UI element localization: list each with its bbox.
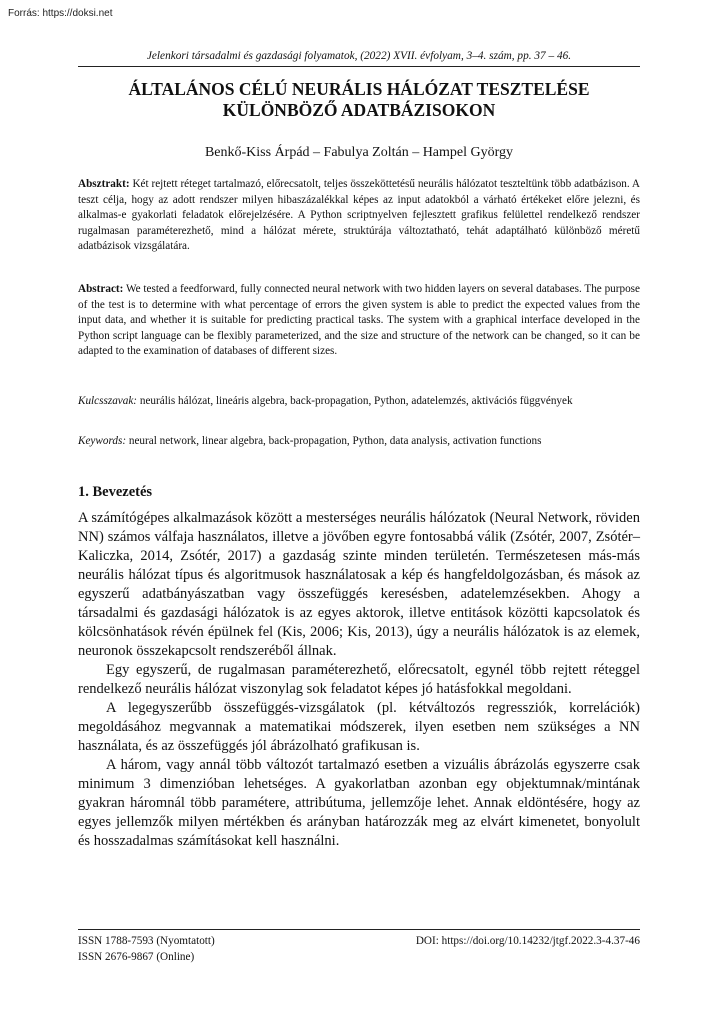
issn-online: ISSN 2676-9867 (Online) [78, 951, 195, 963]
section-body [78, 509, 640, 851]
abstract-en-label: Abstract: [78, 283, 124, 295]
paragraph: Egy egyszerű, de rugalmasan paraméterezhető, előrecsatolt, egynél több rejtett réteggel rendelkező neurális hálózat viszonylag sok feladatot képes jó hatásfokkal megoldani. [78, 662, 640, 697]
doi-link[interactable]: DOI: https://doi.org/10.14232/jtgf.2022.3-4.37-46 [415, 935, 640, 947]
abstract-en [78, 282, 640, 360]
keywords-hu-text: neurális hálózat, lineáris algebra, back-propagation, Python, adatelemzés, aktivációs függvények [139, 395, 573, 407]
paragraph: A legegyszerűbb összefüggés-vizsgálatok (pl. kétváltozós regressziók, korrelációk) megoldásához megvannak a matematikai módszerek, ilyen esetben nem szükséges a NN használata, és az összefüggés jól ábrázolható grafikusan is. [78, 700, 640, 754]
authors: Benkő-Kiss Árpád – Fabulya Zoltán – Hampel György [204, 145, 514, 160]
running-head: Jelenkori társadalmi és gazdasági folyamatok, (2022) XVII. évfolyam, 3–4. szám, pp. 37 – 46. [146, 50, 572, 62]
footer-rule [78, 929, 640, 930]
paragraph: A számítógépes alkalmazások között a mesterséges neurális hálózatok (Neural Network, röviden NN) számos válfaja használatos, illetve a jövőben egyre fontosabbá válik (Zsótér, 2007, Zsótér–Kaliczka, 2014, Zsótér, 2017) a gazdaság szinte minden területén. Természetesen más-más neurális hálózat típus és algoritmusok használatosak a kép és hangfeldolgozásban, és mások az egyszerű adatbányászatban vagy összefüggés keresésben, adatelemzésekben. Ahogy a társadalmi és gazdasági hálózatok is az egyes aktorok, illetve entitások közötti kapcsolatok és kölcsönhatások révén épülnek fel (Kis, 2006; Kis, 2013), úgy a neurális hálózatok is az elemek, neuronok összekapcsolt rendszeréből állnak. [78, 510, 640, 659]
keywords-en-text: neural network, linear algebra, back-propagation, Python, data analysis, activation functions [128, 435, 542, 447]
title-line-2: KÜLÖNBÖZŐ ADATBÁZISOKON [222, 100, 496, 120]
source-note: Forrás: https://doksi.net [8, 8, 113, 19]
title-line-1: ÁLTALÁNOS CÉLÚ NEURÁLIS HÁLÓZAT TESZTELÉSE [128, 79, 590, 99]
footer [78, 933, 640, 965]
abstract-hu-text: Két rejtett réteget tartalmazó, előrecsatolt, teljes összeköttetésű neurális hálózatot teszteltünk több adatbázison. A teszt célja, hogy az adott rendszer milyen hibaszázalékkal képes az input adatokból a várható értékeket előre jelezni, és alkalmas-e gyakorlati feladatok előrejelzésére. A Python scriptnyelven fejlesztett grafikus felülettel rendelkező rendszer rugalmasan paraméterezhető, mind a hálózat mérete, struktúrája változtatható, tehát adaptálható különböző méretű adatbázisok vizsgálatára. [78, 178, 641, 253]
keywords-hu-label: Kulcsszavak: [78, 395, 138, 407]
section-title: 1. Bevezetés [78, 484, 153, 500]
abstract-hu [78, 177, 640, 255]
issn-print: ISSN 1788-7593 (Nyomtatott) [78, 935, 215, 947]
abstract-en-text: We tested a feedforward, fully connected neural network with two hidden layers on several databases. The purpose of the test is to determine with what percentage of errors the given system is able to predict the expected values from the input data, and whether it is suitable for predicting practical tasks. The system with a graphical interface developed in the Python script language can be flexibly parameterized, and the size and structure of the network can be changed, so it can be adapted to the examination of databases of different sizes. [78, 283, 640, 358]
paragraph: A három, vagy annál több változót tartalmazó esetben a vizuális ábrázolás egyszerre csak minimum 3 dimenzióban lehetséges. A gyakorlatban azonban egy objektumnak/mintának gyakran háromnál több paramétere, attribútuma, jellemzője lehet. Annak eldöntésére, hogy az egyes jellemzők milyen mértékben és arányban határozzák meg az elvárt kimenetet, bonyolult és hosszadalmas számításokat kell használni. [78, 757, 640, 849]
header-rule [78, 66, 640, 67]
abstract-hu-label: Absztrakt: [78, 178, 130, 190]
keywords-hu [78, 394, 640, 410]
keywords-en [78, 434, 640, 450]
paper-title [78, 79, 640, 121]
keywords-en-label: Keywords: [78, 435, 127, 447]
